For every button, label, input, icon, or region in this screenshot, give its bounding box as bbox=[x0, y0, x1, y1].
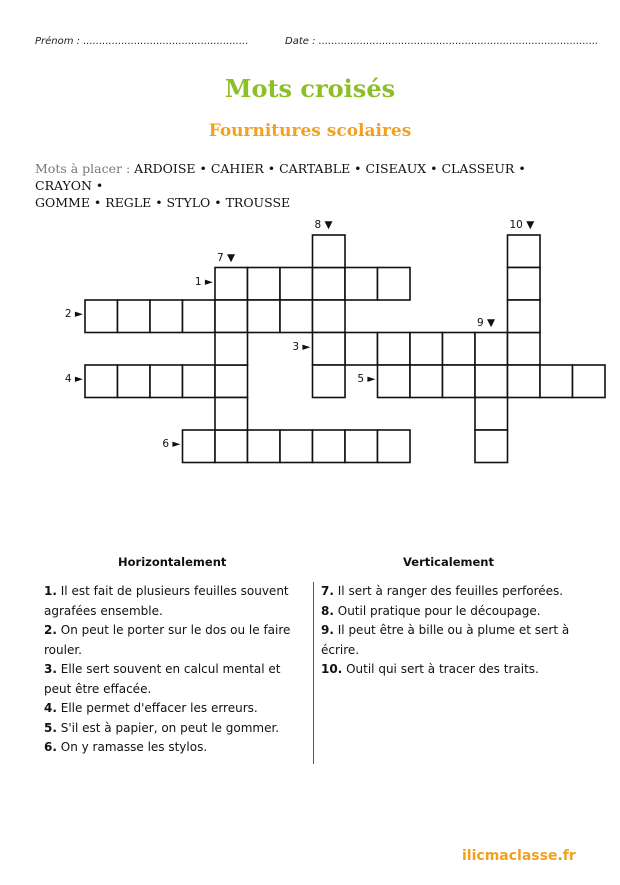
grid-cell-r1-c7[interactable] bbox=[313, 268, 346, 301]
clue-number-9: 9 ▼ bbox=[477, 316, 496, 329]
date-field: Date : ........................................................................................ bbox=[285, 36, 599, 47]
grid-cell-r4-c9[interactable] bbox=[378, 365, 411, 398]
clue-horizontal-5: 5. S'il est à papier, on peut le gommer. bbox=[44, 720, 280, 735]
grid-cell-r6-c7[interactable] bbox=[313, 430, 346, 463]
clue-vertical-8: 8. Outil pratique pour le découpage. bbox=[321, 603, 541, 618]
grid-cell-r4-c4[interactable] bbox=[215, 365, 248, 398]
grid-cell-r2-c3[interactable] bbox=[183, 300, 216, 333]
grid-cell-r3-c12[interactable] bbox=[475, 333, 508, 366]
grid-cell-r1-c8[interactable] bbox=[345, 268, 378, 301]
clue-horizontal-6: 6. On y ramasse les stylos. bbox=[44, 740, 208, 754]
grid-cell-r3-c4[interactable] bbox=[215, 333, 248, 366]
grid-cell-r5-c12[interactable] bbox=[475, 398, 508, 431]
clue-number-6: 6 ► bbox=[162, 438, 181, 451]
grid-cell-r3-c11[interactable] bbox=[443, 333, 476, 366]
clue-number-5: 5 ► bbox=[357, 373, 376, 386]
grid-cell-r2-c6[interactable] bbox=[280, 300, 313, 333]
grid-cell-r3-c8[interactable] bbox=[345, 333, 378, 366]
grid-cell-r4-c0[interactable] bbox=[85, 365, 118, 398]
clue-vertical-10: 10. Outil qui sert à tracer des traits. bbox=[321, 662, 539, 676]
grid-cell-r2-c0[interactable] bbox=[85, 300, 118, 333]
grid-cell-r4-c12[interactable] bbox=[475, 365, 508, 398]
grid-cell-r2-c5[interactable] bbox=[248, 300, 281, 333]
site-logo-dot: . bbox=[557, 848, 563, 864]
grid-cell-r1-c13[interactable] bbox=[508, 268, 541, 301]
word-bank-line-1: ARDOISE • CAHIER • CARTABLE • CISEAUX • CLASSEUR • CRAYON • bbox=[35, 161, 526, 193]
grid-cell-r3-c13[interactable] bbox=[508, 333, 541, 366]
clue-horizontal-2: 2. On peut le porter sur le dos ou le faire rouler. bbox=[44, 623, 291, 657]
grid-cell-r1-c4[interactable] bbox=[215, 268, 248, 301]
grid-cell-r6-c5[interactable] bbox=[248, 430, 281, 463]
grid-cell-r2-c13[interactable] bbox=[508, 300, 541, 333]
word-bank-label: Mots à placer : bbox=[35, 161, 131, 176]
grid-cell-r3-c9[interactable] bbox=[378, 333, 411, 366]
grid-cell-r4-c11[interactable] bbox=[443, 365, 476, 398]
grid-cell-r6-c9[interactable] bbox=[378, 430, 411, 463]
clue-number-10: 10 ▼ bbox=[509, 219, 535, 231]
prenom-field: Prénom : .................................................... bbox=[35, 36, 249, 47]
clue-number-4: 4 ► bbox=[64, 373, 83, 386]
site-logo bbox=[462, 848, 576, 864]
clue-horizontal-1: 1. Il est fait de plusieurs feuilles souvent agrafées ensemble. bbox=[44, 584, 289, 618]
grid-cell-r0-c13[interactable] bbox=[508, 235, 541, 268]
clue-vertical-7: 7. Il sert à ranger des feuilles perforées. bbox=[321, 584, 564, 598]
clue-number-7: 7 ▼ bbox=[217, 251, 236, 264]
site-logo-tld: fr bbox=[562, 848, 576, 864]
clue-vertical-9: 9. Il peut être à bille ou à plume et sert à écrire. bbox=[321, 623, 570, 657]
grid-cell-r3-c10[interactable] bbox=[410, 333, 443, 366]
vertical-clues bbox=[321, 582, 581, 680]
clue-horizontal-3: 3. Elle sert souvent en calcul mental et peut être effacée. bbox=[44, 662, 281, 696]
grid-cell-r6-c8[interactable] bbox=[345, 430, 378, 463]
grid-cell-r0-c7[interactable] bbox=[313, 235, 346, 268]
grid-cell-r4-c2[interactable] bbox=[150, 365, 183, 398]
grid-cell-r1-c5[interactable] bbox=[248, 268, 281, 301]
grid-cell-r2-c2[interactable] bbox=[150, 300, 183, 333]
page-title: Mots croisés bbox=[224, 74, 396, 103]
horizontal-heading: Horizontalement bbox=[118, 555, 227, 569]
word-bank-line-2: GOMME • REGLE • STYLO • TROUSSE bbox=[35, 195, 291, 210]
clue-number-1: 1 ► bbox=[194, 275, 213, 288]
grid-cell-r2-c4[interactable] bbox=[215, 300, 248, 333]
grid-cell-r4-c1[interactable] bbox=[118, 365, 151, 398]
vertical-heading: Verticalement bbox=[403, 555, 494, 569]
clue-number-2: 2 ► bbox=[64, 308, 83, 321]
grid-cell-r1-c6[interactable] bbox=[280, 268, 313, 301]
grid-cell-r3-c7[interactable] bbox=[313, 333, 346, 366]
grid-cell-r6-c12[interactable] bbox=[475, 430, 508, 463]
column-divider bbox=[313, 582, 314, 764]
grid-cell-r1-c9[interactable] bbox=[378, 268, 411, 301]
clue-number-3: 3 ► bbox=[292, 340, 311, 353]
grid-cell-r4-c7[interactable] bbox=[313, 365, 346, 398]
horizontal-clues bbox=[44, 582, 300, 758]
site-logo-text: ilicmaclasse bbox=[462, 848, 558, 864]
grid-cell-r4-c10[interactable] bbox=[410, 365, 443, 398]
page-subtitle: Fournitures scolaires bbox=[208, 121, 412, 141]
grid-cell-r6-c6[interactable] bbox=[280, 430, 313, 463]
grid-cell-r4-c3[interactable] bbox=[183, 365, 216, 398]
grid-cell-r4-c15[interactable] bbox=[573, 365, 606, 398]
grid-cell-r4-c13[interactable] bbox=[508, 365, 541, 398]
grid-cell-r5-c4[interactable] bbox=[215, 398, 248, 431]
grid-cell-r2-c1[interactable] bbox=[118, 300, 151, 333]
grid-cell-r6-c3[interactable] bbox=[183, 430, 216, 463]
clue-horizontal-4: 4. Elle permet d'effacer les erreurs. bbox=[44, 701, 258, 715]
clue-number-8: 8 ▼ bbox=[314, 219, 333, 231]
grid-cell-r4-c14[interactable] bbox=[540, 365, 573, 398]
grid-cell-r2-c7[interactable] bbox=[313, 300, 346, 333]
grid-cell-r6-c4[interactable] bbox=[215, 430, 248, 463]
